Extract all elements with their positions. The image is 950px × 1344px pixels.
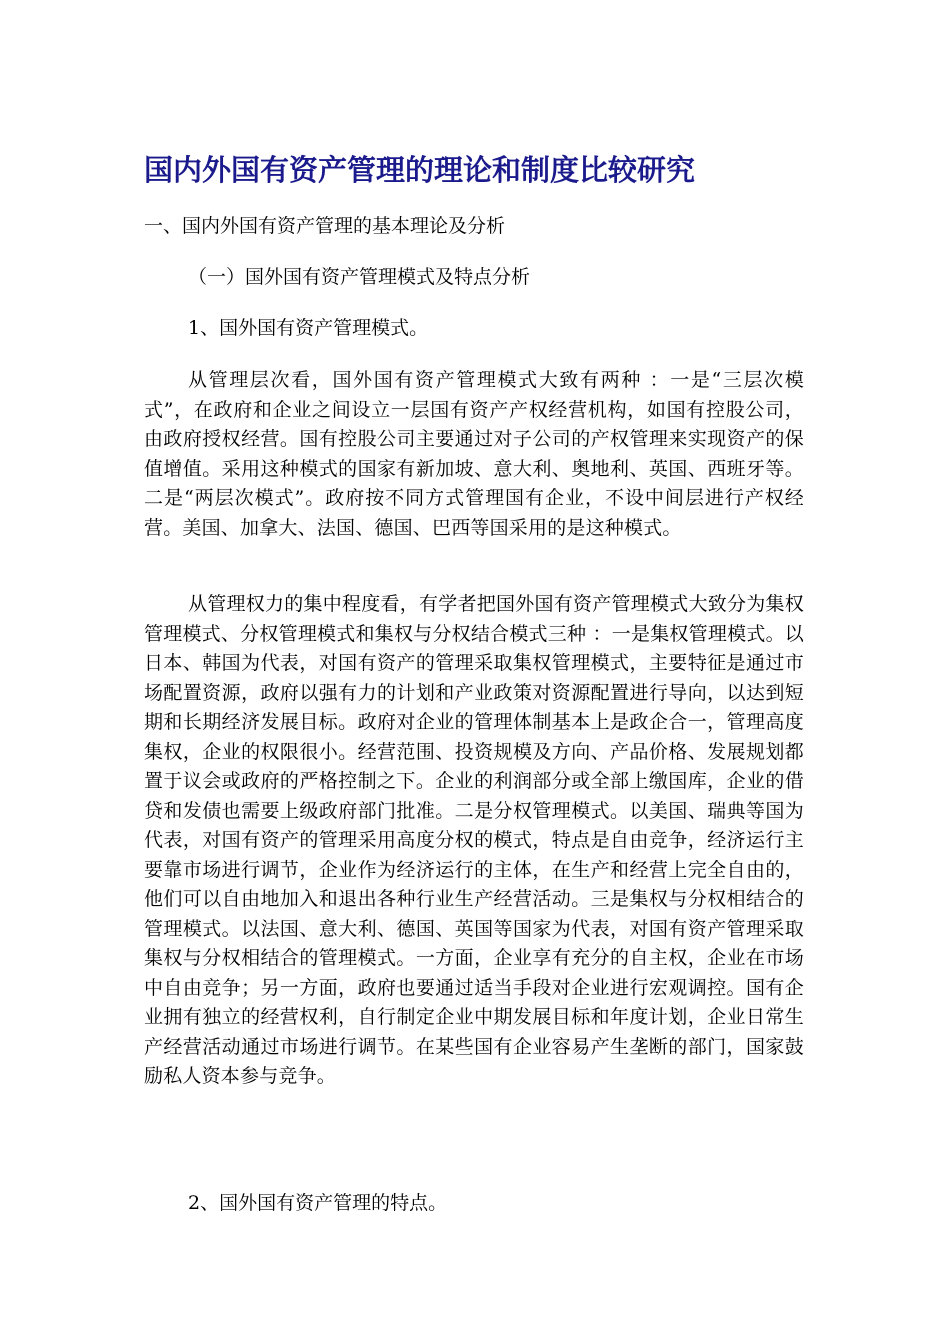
body-paragraph-1: 从管理层次看，国外国有资产管理模式大致有两种 ：一是“三层次模式”，在政府和企业之间设立一层国有资产产权经营机构，如国有控股公司，由政府授权经营。国有控股公司主要通过对子公司的产权管理来实现资产的保值增值。采用这种模式的国家有新加坡、意大利、奥地利、英国、西班牙等。二是“两层次模式”。政府按不同方式管理国有企业，不设中间层进行产权经营。美国、加拿大、法国、德国、巴西等国采用的是这种模式。 [144,369,804,539]
body-paragraph-2: 从管理权力的集中程度看，有学者把国外国有资产管理模式大致分为集权管理模式、分权管理模式和集权与分权结合模式三种 ：一是集权管理模式。以日本、韩国为代表，对国有资产的管理采取集权管理模式，主要特征是通过市场配置资源，政府以强有力的计划和产业政策对资源配置进行导向，以达到短期和长期经济发展目标。政府对企业的管理体制基本上是政企合一，管理高度集权，企业的权限很小。经营范围、投资规模及方向、产品价格、发展规划都置于议会或政府的严格控制之下。企业的利润部分或全部上缴国库，企业的借贷和发债也需要上级政府部门批准。二是分权管理模式。以美国、瑞典等国为代表，对国有资产的管理采用高度分权的模式，特点是自由竞争，经济运行主要靠市场进行调节，企业作为经济运行的主体，在生产和经营上完全自由的，他们可以自由地加入和退出各种行业生产经营活动。三是集权与分权相结合的管理模式。以法国、意大利、德国、英国等国家为代表，对国有资产管理采取集权与分权相结合的管理模式。一方面，企业享有充分的自主权，企业在市场中自由竞争；另一方面，政府也要通过适当手段对企业进行宏观调控。国有企业拥有独立的经营权利，自行制定企业中期发展目标和年度计划，企业日常生产经营活动通过市场进行调节。在某些国有企业容易产生垄断的部门，国家鼓励私人资本参与竞争。 [144,593,804,1087]
document-title: 国内外国有资产管理的理论和制度比较研究 [144,153,696,187]
item-heading-2: 2、国外国有资产管理的特点。 [188,1192,448,1214]
subsection-heading-1: （一）国外国有资产管理模式及特点分析 [188,266,531,288]
item-heading-1: 1、国外国有资产管理模式。 [188,317,429,339]
section-heading-1: 一、国内外国有资产管理的基本理论及分析 [144,215,506,237]
